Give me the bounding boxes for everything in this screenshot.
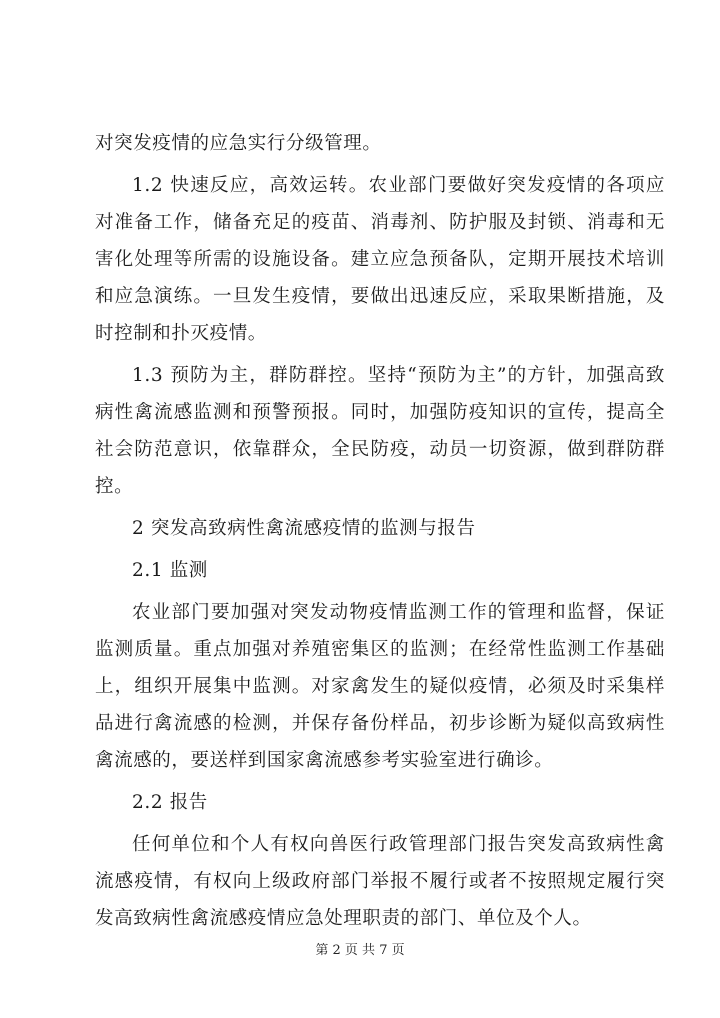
- paragraph-1-3: 1.3 预防为主，群防群控。坚持“预防为主”的方针，加强高致病性禽流感监测和预警预报。同时，加强防疫知识的宣传，提高全社会防范意识，依靠群众，全民防疫，动员一切资源，做到群防群控。: [95, 365, 665, 497]
- subheading-2-2: 2.2 报告: [132, 792, 208, 813]
- page-footer: [0, 939, 720, 958]
- body-text: [95, 125, 665, 942]
- paragraph-monitoring: 农业部门要加强对突发动物疫情监测工作的管理和监督，保证监测质量。重点加强对养殖密集区的监测；在经常性监测工作基础上，组织开展集中监测。对家禽发生的疑似疫情，必须及时采集样品进行禽流感的检测，并保存备份样品，初步诊断为疑似高致病性禽流感的，要送样到国家禽流感参考实验室进行确诊。: [95, 602, 665, 771]
- paragraph-reporting: 任何单位和个人有权向兽医行政管理部门报告突发高致病性禽流感疫情，有权向上级政府部门举报不履行或者不按照规定履行突发高致病性禽流感疫情应急处理职责的部门、单位及个人。: [95, 834, 665, 929]
- paragraph-1: 对突发疫情的应急实行分级管理。: [95, 133, 382, 154]
- paragraph-1-2: 1.2 快速反应，高效运转。农业部门要做好突发疫情的各项应对准备工作，储备充足的疫苗、消毒剂、防护服及封锁、消毒和无害化处理等所需的设施设备。建立应急预备队，定期开展技术培训和应急演练。一旦发生疫情，要做出迅速反应，采取果断措施，及时控制和扑灭疫情。: [95, 175, 665, 344]
- section-heading-2: 2 突发高致病性禽流感疫情的监测与报告: [132, 518, 476, 539]
- page-number: 第 2 页 共 7 页: [315, 943, 405, 958]
- subheading-2-1: 2.1 监测: [132, 560, 208, 581]
